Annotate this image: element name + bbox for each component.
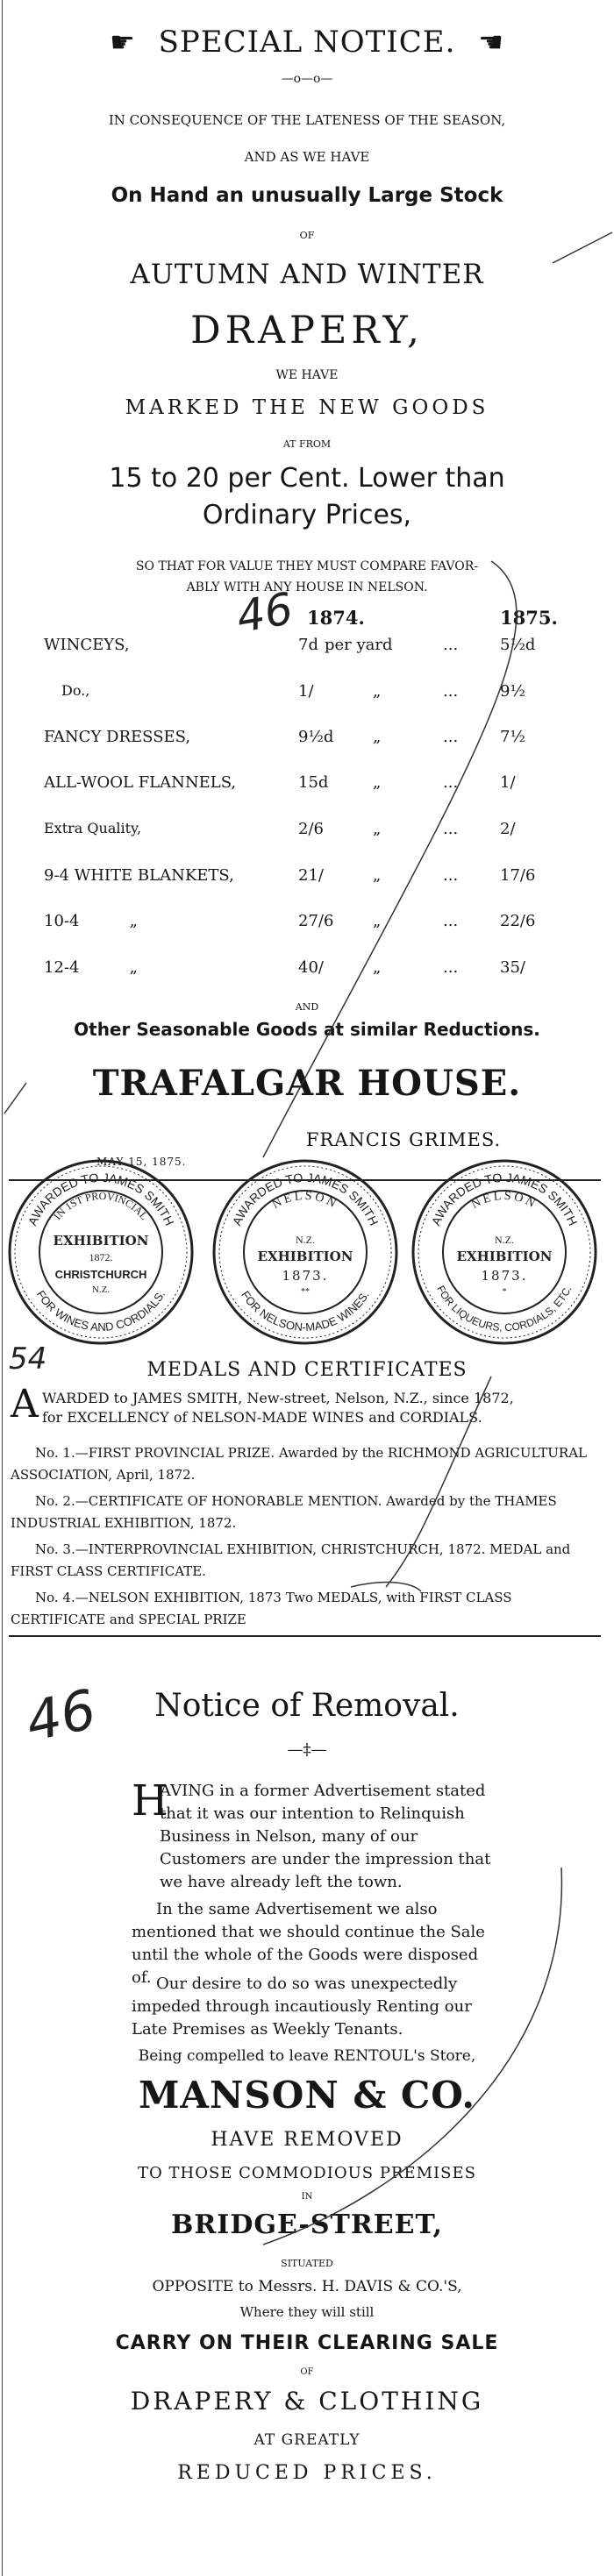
row-dots: ... bbox=[443, 912, 459, 930]
seal-bottom-text: FOR WINES AND CORDIALS. bbox=[33, 1288, 168, 1334]
seal-center-4: N.Z. bbox=[91, 1284, 111, 1295]
ad1-line10b: Ordinary Prices, bbox=[202, 500, 412, 530]
row-dots: ... bbox=[443, 958, 459, 977]
row-dots: ... bbox=[443, 728, 459, 746]
row-unit: „ bbox=[373, 820, 382, 838]
ad1-line5: AUTUMN AND WINTER bbox=[130, 259, 484, 290]
ad2-intro-line2: for EXCELLENCY of NELSON-MADE WINES and CORDIALS. bbox=[42, 1409, 482, 1426]
row-unit: „ bbox=[373, 866, 382, 885]
row-price-1874: 27/6 bbox=[298, 912, 334, 930]
ad1-line9: AT FROM bbox=[282, 438, 332, 450]
pointing-hand-left-icon: ☚ bbox=[478, 25, 504, 59]
ad3-line-9: DRAPERY & CLOTHING bbox=[130, 2387, 484, 2416]
row-price-1874: 9½d bbox=[298, 728, 334, 746]
row-dots: ... bbox=[443, 636, 459, 654]
seal-center-1: EXHIBITION bbox=[53, 1233, 149, 1249]
row-item: FANCY DRESSES, bbox=[44, 728, 191, 746]
seal-center-3: CHRISTCHURCH bbox=[54, 1268, 147, 1281]
ad1-line3: On Hand an unusually Large Stock bbox=[111, 184, 503, 207]
row-item: ALL-WOOL FLANNELS, bbox=[44, 773, 237, 792]
pencil-number-1: 46 bbox=[232, 582, 297, 644]
ad2-item-2: No. 2.—CERTIFICATE OF HONORABLE MENTION. Awarded by the THAMES INDUSTRIAL EXHIBITION, 1872. bbox=[11, 1493, 557, 1531]
row-unit: „ bbox=[373, 912, 382, 930]
ad1-other-goods: Other Seasonable Goods at similar Reductions. bbox=[74, 1019, 540, 1040]
row-unit: „ bbox=[373, 682, 382, 701]
seal-top-text: AWARDED TO JAMES SMITH bbox=[428, 1170, 581, 1228]
ad3-line-3: IN bbox=[301, 2192, 313, 2202]
ad1-and: AND bbox=[295, 1001, 319, 1013]
ad2-dropcap: A bbox=[11, 1382, 39, 1427]
seal-top-text: AWARDED TO JAMES SMITH bbox=[25, 1170, 177, 1228]
ad1-house-name: TRAFALGAR HOUSE. bbox=[92, 1063, 522, 1104]
ad3-para-3: Our desire to do so was unexpectedly impeded through incautiously Renting our Late Premises as Weekly Tenants. bbox=[132, 1975, 472, 2039]
row-dots: ... bbox=[443, 773, 459, 792]
pencil-number-2: 54 bbox=[9, 1341, 47, 1377]
ad3-line-8: OF bbox=[300, 2367, 314, 2377]
ad3-line-10: AT GREATLY bbox=[253, 2431, 361, 2449]
seal-center-2: EXHIBITION bbox=[257, 1249, 353, 1264]
ad1-line8: MARKED THE NEW GOODS bbox=[125, 396, 489, 419]
ad2-item-3: No. 3.—INTERPROVINCIAL EXHIBITION, CHRISTCHURCH, 1872. MEDAL and FIRST CLASS CERTIFICATE. bbox=[11, 1541, 571, 1579]
ad1-line7: WE HAVE bbox=[275, 368, 339, 382]
row-price-1875: 22/6 bbox=[500, 912, 536, 930]
pencil-number-3: 46 bbox=[20, 1676, 102, 1754]
pencil-stroke bbox=[263, 1868, 561, 2245]
row-price-1875: 35/ bbox=[500, 958, 525, 977]
seal-bottom-text: FOR NELSON-MADE WINES. bbox=[239, 1288, 372, 1334]
row-item: Do., bbox=[61, 682, 90, 699]
ad2-intro-line1: WARDED to JAMES SMITH, New-street, Nelson, N.Z., since 1872, bbox=[42, 1390, 514, 1406]
seal-bottom-text: FOR LIQUEURS, CORDIALS, ETC. bbox=[434, 1283, 575, 1334]
row-item: WINCEYS, bbox=[44, 636, 130, 654]
seal-center-3: 1873. bbox=[282, 1268, 329, 1284]
pencil-stroke bbox=[386, 1377, 491, 1587]
ad1-line4: OF bbox=[299, 230, 315, 241]
row-item: 9-4 WHITE BLANKETS, bbox=[44, 866, 234, 885]
row-unit: „ bbox=[373, 773, 382, 792]
row-price-1875: 7½ bbox=[500, 728, 525, 746]
ad1-line10a: 15 to 20 per Cent. Lower than bbox=[109, 463, 505, 494]
ad1-line11b: ABLY WITH ANY HOUSE IN NELSON. bbox=[186, 580, 428, 594]
row-price-1875: 5½d bbox=[500, 636, 536, 654]
ad3-street: BRIDGE-STREET, bbox=[171, 2210, 443, 2240]
row-price-1874: 1/ bbox=[298, 682, 314, 701]
row-price-1875: 2/ bbox=[500, 820, 516, 838]
ad1-line11a: SO THAT FOR VALUE THEY MUST COMPARE FAVOR- bbox=[135, 559, 479, 573]
ad1-divider: —o—o— bbox=[281, 72, 333, 86]
row-price-1874: 40/ bbox=[298, 958, 324, 977]
col-header-1874: 1874. bbox=[307, 607, 365, 629]
seal-center-1: N.Z. bbox=[495, 1234, 514, 1246]
row-item: Extra Quality, bbox=[44, 820, 142, 836]
row-dots: ... bbox=[443, 682, 459, 701]
ad2-heading: MEDALS AND CERTIFICATES bbox=[146, 1359, 468, 1381]
ad3-line-11: REDUCED PRICES. bbox=[177, 2462, 437, 2484]
row-price-1874: 21/ bbox=[298, 866, 324, 885]
ad1-proprietor: FRANCIS GRIMES. bbox=[305, 1129, 502, 1150]
seal-center-2: EXHIBITION bbox=[456, 1249, 553, 1264]
ad3-line-5: OPPOSITE to Messrs. H. DAVIS & CO.'S, bbox=[152, 2278, 462, 2295]
seal-center-2: 1872. bbox=[89, 1251, 113, 1263]
ad3-dropcap: H bbox=[132, 1776, 168, 1825]
ad3-title: Notice of Removal. bbox=[154, 1688, 460, 1724]
row-price-1875: 17/6 bbox=[500, 866, 536, 885]
ad2-item-1: No. 1.—FIRST PROVINCIAL PRIZE. Awarded by the RICHMOND AGRICULTURAL ASSOCIATION, April, 1872. bbox=[11, 1445, 588, 1483]
row-price-1874: 2/6 bbox=[298, 820, 324, 838]
ad3-line-6: Where they will still bbox=[239, 2304, 375, 2320]
row-price-1874: 7d bbox=[298, 636, 318, 654]
seal-center-1: N.Z. bbox=[296, 1234, 315, 1246]
row-price-1875: 1/ bbox=[500, 773, 516, 792]
ad3-para-2: In the same Advertisement we also mentioned that we should continue the Sale until the whole of the Goods were disposed of. bbox=[132, 1900, 485, 1987]
row-unit: „ bbox=[373, 958, 382, 977]
seal-center-4: * bbox=[502, 1287, 507, 1297]
row-item: 10-4 „ bbox=[44, 912, 138, 930]
row-unit: „ bbox=[373, 728, 382, 746]
pointing-hand-right-icon: ☛ bbox=[110, 25, 136, 59]
row-item: 12-4 „ bbox=[44, 958, 138, 977]
row-price-1874: 15d bbox=[298, 773, 329, 792]
seal-center-3: 1873. bbox=[481, 1268, 528, 1284]
ad3-line-4: SITUATED bbox=[281, 2258, 333, 2269]
ad3-para-1: AVING in a former Advertisement stated that it was our intention to Relinquish Business in Nelson, many of our Customers are under the impression that we have already left the town. bbox=[160, 1782, 491, 1891]
ad3-line-7: CARRY ON THEIR CLEARING SALE bbox=[115, 2332, 499, 2354]
ad3-firm-name: MANSON & CO. bbox=[138, 2074, 476, 2117]
seal-ring2-text: NELSON bbox=[469, 1189, 539, 1213]
ad3-line-1: HAVE REMOVED bbox=[211, 2129, 403, 2151]
seal-ring2-text: NELSON bbox=[270, 1189, 340, 1213]
row-dots: ... bbox=[443, 866, 459, 885]
row-dots: ... bbox=[443, 820, 459, 838]
ad2-item-4: No. 4.—NELSON EXHIBITION, 1873 Two MEDALS, with FIRST CLASS CERTIFICATE and SPECIAL PRIZE bbox=[11, 1590, 512, 1627]
ad1-date: MAY 15, 1875. bbox=[96, 1156, 187, 1168]
ad1-title: SPECIAL NOTICE. bbox=[158, 25, 456, 60]
ad1-line1: IN CONSEQUENCE OF THE LATENESS OF THE SEASON, bbox=[108, 112, 506, 128]
ad3-para-4: Being compelled to leave RENTOUL's Store, bbox=[138, 2047, 476, 2065]
seal-center-4: ** bbox=[301, 1287, 310, 1297]
seal-top-text: AWARDED TO JAMES SMITH bbox=[229, 1170, 382, 1228]
row-unit: per yard bbox=[325, 636, 393, 654]
ad3-ornament: —‡— bbox=[287, 1740, 327, 1759]
ad1-line2: AND AS WE HAVE bbox=[244, 149, 370, 165]
pencil-stroke bbox=[4, 1083, 26, 1114]
row-price-1875: 9½ bbox=[500, 682, 525, 701]
ad1-line6: DRAPERY, bbox=[190, 309, 424, 352]
col-header-1875: 1875. bbox=[500, 607, 558, 629]
seal-ring2-text: IN 1ST PROVINCIAL bbox=[51, 1189, 151, 1222]
pencil-stroke bbox=[553, 232, 612, 263]
pencil-stroke bbox=[263, 561, 517, 1157]
ad3-line-2: TO THOSE COMMODIOUS PREMISES bbox=[138, 2164, 476, 2182]
